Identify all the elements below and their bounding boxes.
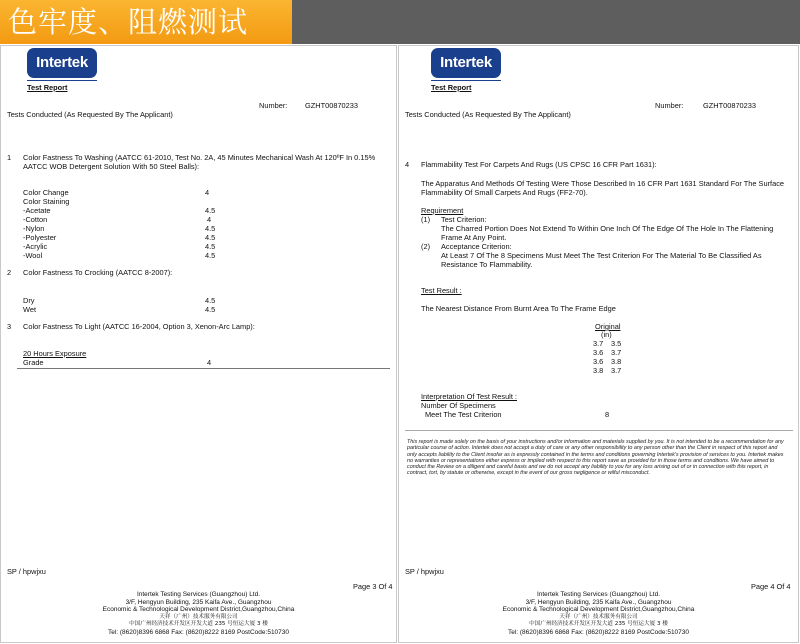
- measurement-value: 3.6: [593, 348, 604, 357]
- result-value: 4.5: [205, 242, 216, 251]
- result-label: -Polyester: [23, 233, 57, 242]
- measurement-value: 3.7: [611, 366, 622, 375]
- logo-underline: [27, 80, 97, 81]
- result-label: -Wool: [23, 251, 43, 260]
- specimens-label: Number Of Specimens: [421, 401, 496, 410]
- measurement-value: 3.5: [611, 339, 622, 348]
- section-title: Color Fastness To Crocking (AATCC 8-2007):: [23, 268, 173, 277]
- legal-disclaimer: This report is made solely on the basis of your instructions and/or information and materials supplied by you. It is not intended to be a recommendation for any particular course of action. Intertek does not accept a duty of care or any other responsibility to any person other than the Client in respect of this report and only accepts liability to the Client insofar as is expressly contained in the terms and conditions governing Intertek's provision of services to you. Intertek makes no warranties or representations either express or implied with respect to this report save as provided for in those terms and conditions. We have aimed to conduct the Review on a diligent and careful basis and we do not accept any liability to you for any loss arising out of or in connection with this report, in contract, tort, by statute or otherwise, except in the event of our gross negligence or wilful misconduct.: [407, 439, 784, 477]
- intertek-logo: Intertek: [27, 48, 97, 78]
- company-name-cn: 天祥（广州）技术服务有限公司: [559, 613, 638, 620]
- result-value: 4.5: [205, 233, 216, 242]
- test-result-heading: Test Result :: [421, 286, 462, 295]
- column-heading: Original: [595, 322, 621, 331]
- result-value: 4: [207, 215, 212, 224]
- measurement-description: The Nearest Distance From Burnt Area To The Frame Edge: [421, 304, 616, 313]
- tests-conducted: Tests Conducted (As Requested By The Applicant): [405, 110, 571, 119]
- section-number: 2: [7, 268, 12, 277]
- intertek-logo: Intertek: [431, 48, 501, 78]
- report-page-3: [0, 45, 397, 643]
- company-footer: [399, 591, 798, 637]
- company-address-2: Economic & Technological Development District,Guangzhou,China: [102, 606, 295, 614]
- top-banner: [0, 0, 800, 44]
- result-value: 4.5: [205, 206, 216, 215]
- section-title: Flammability Test For Carpets And Rugs (US CPSC 16 CFR Part 1631):: [421, 160, 657, 169]
- report-page-4: [398, 45, 799, 643]
- page-number: Page 3 Of 4: [353, 582, 393, 591]
- result-value: 4.5: [205, 251, 216, 260]
- result-label: -Nylon: [23, 224, 45, 233]
- result-label: Grade: [23, 358, 44, 367]
- requirement-title: Acceptance Criterion:: [441, 242, 512, 251]
- result-value: 4.5: [205, 296, 216, 305]
- result-value: 4.5: [205, 305, 216, 314]
- interpretation-heading: Interpretation Of Test Result :: [421, 392, 517, 401]
- measurement-value: 3.7: [593, 339, 604, 348]
- requirement-title: Test Criterion:: [441, 215, 487, 224]
- company-contact: Tel: (8620)8396 6868 Fax: (8620)8222 8169 PostCode:510730: [107, 628, 290, 636]
- result-value: 4: [207, 358, 212, 367]
- section-divider: [17, 368, 390, 369]
- logo-underline: [431, 80, 501, 81]
- requirement-num: (1): [421, 215, 431, 224]
- section-number: 4: [405, 160, 410, 169]
- section-title-cont: AATCC WOB Detergent Solution With 50 Steel Balls):: [23, 162, 200, 171]
- method-text-cont: Flammability Of Small Carpets And Rugs (FF2-70).: [421, 188, 588, 197]
- result-label: -Acrylic: [23, 242, 48, 251]
- company-address-cn: 中国广州经济技术开发区开发大道 235 号恒运大厦 3 楼: [129, 621, 268, 628]
- tests-conducted: Tests Conducted (As Requested By The Applicant): [7, 110, 173, 119]
- requirement-text: At Least 7 Of The 8 Specimens Must Meet The Test Criterion For The Material To Be Classified As: [441, 251, 762, 260]
- section-number: 1: [7, 153, 12, 162]
- result-value: 4.5: [205, 224, 216, 233]
- requirement-text-cont: Frame At Any Point.: [441, 233, 507, 242]
- company-name: Intertek Testing Services (Guangzhou) Ltd.: [136, 591, 261, 598]
- result-value: 4: [205, 188, 210, 197]
- report-title: Test Report: [27, 83, 68, 92]
- result-label: -Acetate: [23, 206, 51, 215]
- page-number: Page 4 Of 4: [751, 582, 791, 591]
- company-contact: Tel: (8620)8396 6868 Fax: (8620)8222 8169 PostCode:510730: [507, 628, 690, 636]
- section-number: 3: [7, 322, 12, 331]
- company-address: 3/F, Hengyun Building, 235 Kaifa Ave., Guangzhou: [125, 598, 272, 606]
- requirement-num: (2): [421, 242, 431, 251]
- result-label: Color Staining: [23, 197, 70, 206]
- result-label: Dry: [23, 296, 35, 305]
- company-address: 3/F, Hengyun Building, 235 Kaifa Ave., Guangzhou: [525, 598, 672, 606]
- requirement-text-cont: Resistance To Flammability.: [441, 260, 533, 269]
- banner-title: 色牢度、阻燃测试: [0, 0, 292, 44]
- report-number: GZHT00870233: [703, 101, 756, 110]
- number-label: Number:: [655, 101, 684, 110]
- measurement-value: 3.8: [593, 366, 604, 375]
- company-name: Intertek Testing Services (Guangzhou) Ltd.: [536, 591, 661, 598]
- requirement-heading: Requirement: [421, 206, 464, 215]
- section-title: Color Fastness To Light (AATCC 16-2004, Option 3, Xenon-Arc Lamp):: [23, 322, 255, 331]
- company-address-cn: 中国广州经济技术开发区开发大道 235 号恒运大厦 3 楼: [529, 621, 668, 628]
- report-number: GZHT00870233: [305, 101, 358, 110]
- sp-code: SP / hpwjxu: [7, 567, 46, 576]
- measurement-value: 3.6: [593, 357, 604, 366]
- report-title: Test Report: [431, 83, 472, 92]
- measurement-value: 3.8: [611, 357, 622, 366]
- exposure-heading: 20 Hours Exposure: [23, 349, 87, 358]
- result-label: Wet: [23, 305, 37, 314]
- disclaimer-divider: [405, 430, 793, 431]
- method-text: The Apparatus And Methods Of Testing Were Those Described In 16 CFR Part 1631 Standard For The Surface: [421, 179, 785, 188]
- column-unit: (in): [601, 330, 612, 339]
- company-address-2: Economic & Technological Development District,Guangzhou,China: [502, 606, 695, 614]
- sp-code: SP / hpwjxu: [405, 567, 444, 576]
- result-label: -Cotton: [23, 215, 48, 224]
- result-label: Color Change: [23, 188, 69, 197]
- criterion-label: Meet The Test Criterion: [425, 410, 502, 419]
- number-label: Number:: [259, 101, 288, 110]
- company-footer: [1, 591, 396, 637]
- requirement-text: The Charred Portion Does Not Extend To Within One Inch Of The Edge Of The Hole In The Flattening: [441, 224, 774, 233]
- section-title: Color Fastness To Washing (AATCC 61-2010, Test No. 2A, 45 Minutes Mechanical Wash At 120ºF In 0.15%: [23, 153, 376, 162]
- measurement-value: 3.7: [611, 348, 622, 357]
- company-name-cn: 天祥（广州）技术服务有限公司: [159, 613, 238, 620]
- criterion-value: 8: [605, 410, 610, 419]
